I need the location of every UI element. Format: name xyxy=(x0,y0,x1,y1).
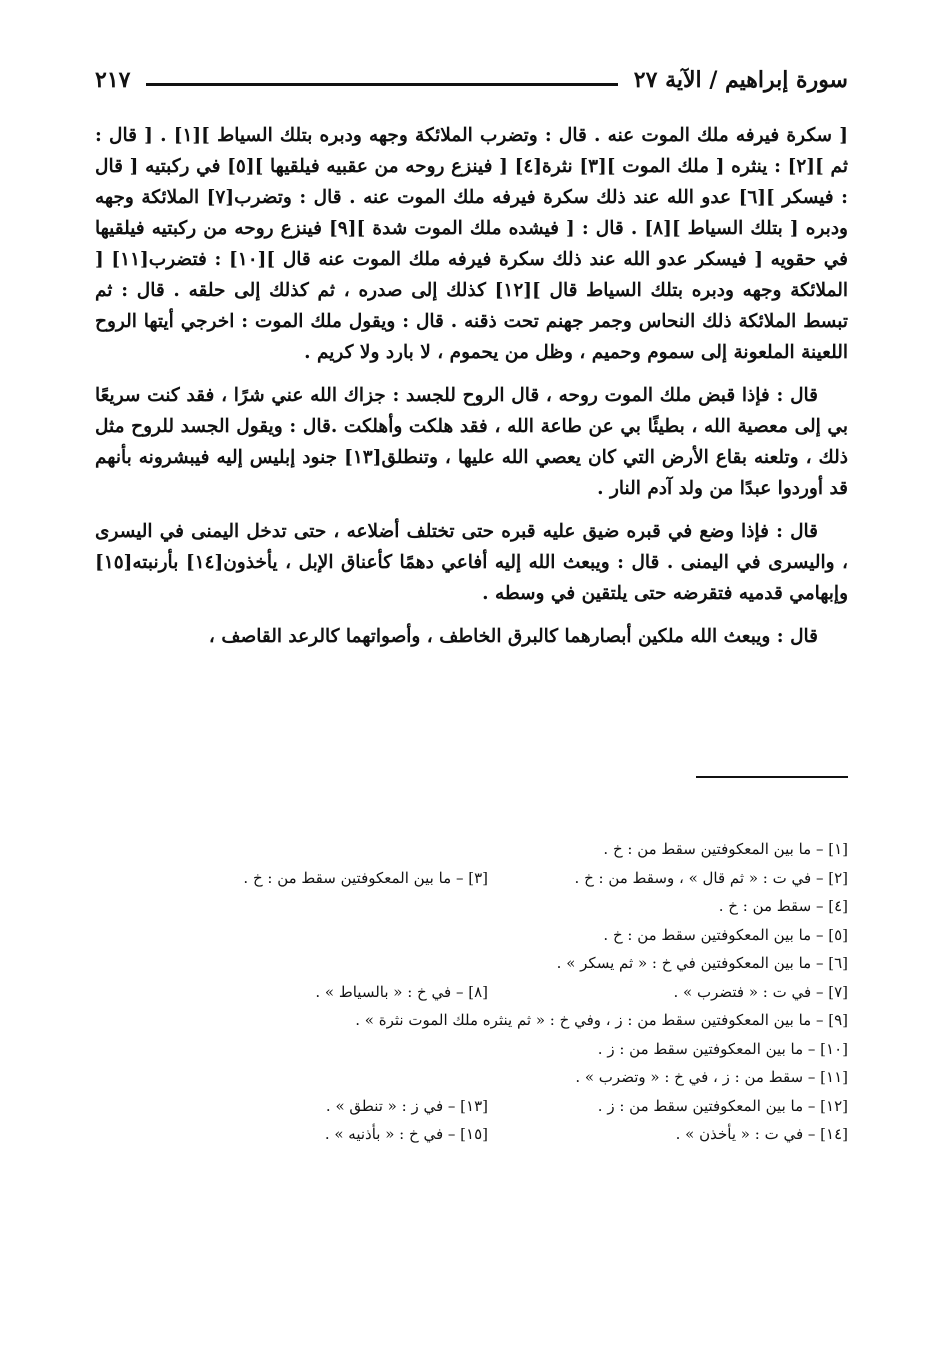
footnote: [٨] – في خ : « بالسياط » . xyxy=(315,982,488,1001)
footnote: [٦] – ما بين المعكوفتين في خ : « ثم يسكر » . xyxy=(556,954,848,972)
footnote xyxy=(108,892,488,921)
footnote-row xyxy=(108,1006,848,1035)
footnote-row xyxy=(108,978,848,1007)
footnote-row xyxy=(108,1092,848,1121)
footnote-row xyxy=(108,921,848,950)
footnote-row xyxy=(108,892,848,921)
footnote xyxy=(108,1035,488,1064)
page-number: ٢١٧ xyxy=(95,67,131,93)
footnote-row xyxy=(108,864,848,893)
paragraph: [ سكرة فيرفه ملك الموت عنه . قال : وتضرب الملائكة وجهه ودبره بتلك السياط ][١] . [ قال : ثم ][٢] : ينثره [ ملك الموت ][٣] نثرة[٤] [ فينزع روحه من عقبيه فيلقيها ][٥] في ركبتيه [ قال : فيسكر ][٦] عدو الله عند ذلك سكرة فيرفه ملك الموت عنه . قال : وتضرب[٧] الملائكة وجهه ودبره [ بتلك السياط ][٨] . قال : [ فيشده ملك الموت شدة ][٩] فينزع روحه من ركبتيه فيلقيها في حقويه [ فيسكر عدو الله عند ذلك سكرة فيرفه ملك الموت عنه قال ][١٠] : فتضرب[١١] [ الملائكة وجهه ودبره بتلك السياط قال ][١٢] كذلك إلى صدره ، ثم كذلك إلى حلقه . قال : ثم تبسط الملائكة ذلك النحاس وجمر جهنم تحت ذقنه . قال : ويقول ملك الموت : اخرجي أيتها الروح اللعينة الملعونة إلى سموم وحميم ، وظل من يحموم ، لا بارد ولا كريم . xyxy=(95,125,849,363)
footnote-row xyxy=(108,1063,848,1092)
footnote: [١٤] – في ت : « يأخذن » . xyxy=(675,1125,848,1143)
footnote: [٥] – ما بين المعكوفتين سقط من : خ . xyxy=(603,925,848,944)
footnote xyxy=(108,1006,488,1035)
footnote: [٤] – سقط من : خ . xyxy=(718,897,848,915)
footnote: [١٥] – في خ : « بأذنيه » . xyxy=(324,1125,488,1143)
footnote xyxy=(108,949,488,978)
footnote xyxy=(108,1063,488,1092)
footnote xyxy=(108,921,488,950)
footnote-row xyxy=(108,949,848,978)
page-header xyxy=(95,62,848,98)
footnote: [٢] – في ت : « ثم قال » ، وسقط من : خ . xyxy=(574,868,848,887)
paragraph: قال : ويبعث الله ملكين أبصارهما كالبرق الخاطف ، وأصواتهما كالرعد القاصف ، xyxy=(208,626,818,647)
main-text xyxy=(95,120,848,664)
footnote-row xyxy=(108,835,848,864)
running-title: سورة إبراهيم / الآية ٢٧ xyxy=(633,67,848,93)
footnote: [١٢] – ما بين المعكوفتين سقط من : ز . xyxy=(597,1096,848,1115)
header-rule xyxy=(146,83,617,86)
footnote xyxy=(108,835,488,864)
footnote-row xyxy=(108,1120,848,1149)
footnote: [١٠] – ما بين المعكوفتين سقط من : ز . xyxy=(597,1039,848,1058)
footnote: [١] – ما بين المعكوفتين سقط من : خ . xyxy=(603,840,848,858)
footnotes xyxy=(108,835,848,1149)
footnote: [١٣] – في ز : « تنطق » . xyxy=(325,1096,488,1115)
footnote-separator xyxy=(696,776,848,778)
footnote: [١١] – سقط من : ز ، في خ : « وتضرب » . xyxy=(575,1068,848,1086)
paragraph: قال : فإذا قبض ملك الموت روحه ، قال الروح للجسد : جزاك الله عني شرًا ، فقد كنت سريعًا بي إلى معصية الله ، بطيئًا بي عن طاعة الله ، فقد هلكت وأهلكت .قال : ويقول الجسد للروح مثل ذلك ، وتلعنه بقاع الأرض التي كان يعصي الله عليها ، وتنطلق[١٣] جنود إبليس إليه فيبشرونه بأنهم قد أوردوا عبدًا من ولد آدم النار . xyxy=(95,385,849,499)
footnote: [٣] – ما بين المعكوفتين سقط من : خ . xyxy=(243,868,488,887)
footnote-row xyxy=(108,1035,848,1064)
paragraph: قال : فإذا وضع في قبره ضيق عليه قبره حتى تختلف أضلاعه ، حتى تدخل اليمنى في اليسرى ، واليسرى في اليمنى . قال : ويبعث الله إليه أفاعي دهمًا كأعناق الإبل ، يأخذون[١٤] بأرنبته[١٥] وإبهامي قدميه فتقرضه حتى يلتقين في وسطه . xyxy=(95,521,849,604)
footnote: [٧] – في ت : « فتضرب » . xyxy=(673,982,848,1001)
footnote: [٩] – ما بين المعكوفتين سقط من : ز ، وفي خ : « ثم ينثره ملك الموت نثرة » . xyxy=(355,1011,848,1029)
